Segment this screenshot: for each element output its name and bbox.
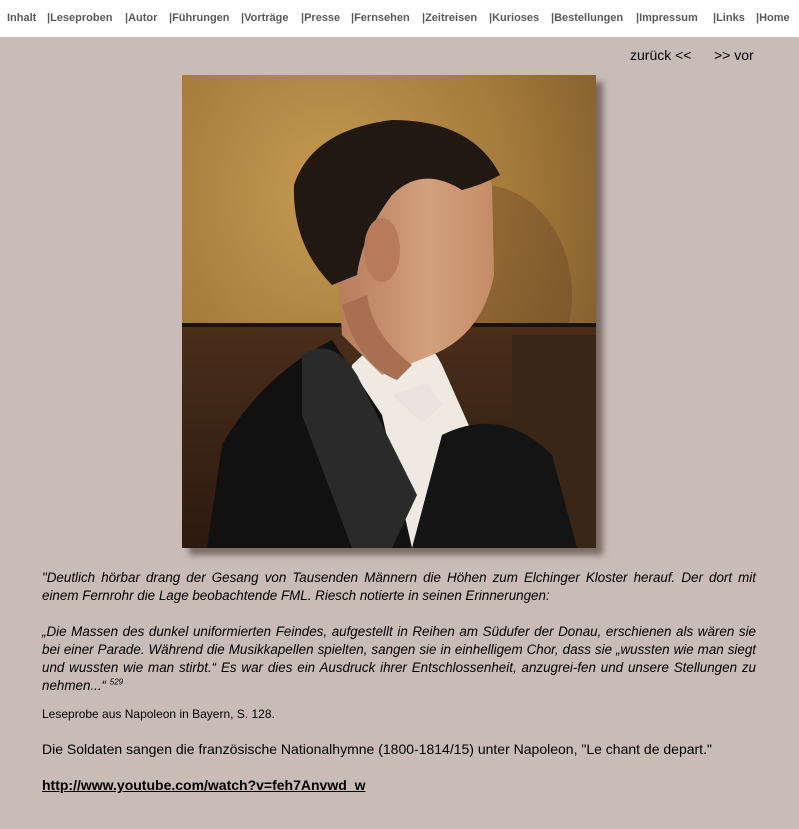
nav-item-autor[interactable]: |Autor [125, 12, 158, 24]
portrait-photo [182, 75, 596, 548]
nav-item-leseproben[interactable]: |Leseproben [47, 12, 113, 24]
nav-item-home[interactable]: |Home [756, 12, 790, 24]
quote-body: „Die Massen des dunkel uniformierten Feindes, aufgestellt in Reihen am Südufer der Donau, erschienen als wären sie bei einer Parade. Während die Musikkapellen spielten, sangen sie in einhelligem Chor, dass sie „wussten wie man siegt und wussten wie man stirbt.“ Es war dies ein Ausdruck ihrer Entschlossenheit, anzugrei-fen und unsere Stellungen zu nehmen...“ [42, 624, 756, 693]
song-description: Die Soldaten sangen die französische Nationalhymne (1800-1814/15) unter Napoleon, "Le chant de depart." [42, 741, 712, 757]
nav-item-impressum[interactable]: |Impressum [636, 12, 698, 24]
nav-item-kurioses[interactable]: |Kurioses [489, 12, 540, 24]
footnote-number: 529 [109, 677, 124, 687]
nav-item-vortraege[interactable]: |Vorträge [241, 12, 289, 24]
quote-text [42, 623, 756, 695]
forward-link[interactable]: >> vor [714, 47, 754, 63]
nav-item-links[interactable]: |Links [713, 12, 745, 24]
nav-item-bestellungen[interactable]: |Bestellungen [551, 12, 624, 24]
nav-item-zeitreisen[interactable]: |Zeitreisen [422, 12, 478, 24]
source-note: Leseprobe aus Napoleon in Bayern, S. 128. [42, 707, 275, 721]
nav-item-fuehrungen[interactable]: |Führungen [169, 12, 230, 24]
youtube-link[interactable]: http://www.youtube.com/watch?v=feh7Anvwd_w [42, 777, 366, 793]
top-navigation [0, 0, 799, 37]
portrait-image [182, 75, 596, 548]
nav-item-inhalt[interactable]: Inhalt [7, 12, 37, 24]
intro-text: "Deutlich hörbar drang der Gesang von Tausenden Männern die Höhen zum Elchinger Kloster herauf. Der dort mit einem Fernrohr die Lage beobachtende FML. Riesch notierte in seinen Erinnerungen: [42, 570, 756, 603]
nav-item-presse[interactable]: |Presse [301, 12, 341, 24]
back-link[interactable]: zurück << [630, 47, 692, 63]
nav-item-fernsehen[interactable]: |Fernsehen [351, 12, 410, 24]
